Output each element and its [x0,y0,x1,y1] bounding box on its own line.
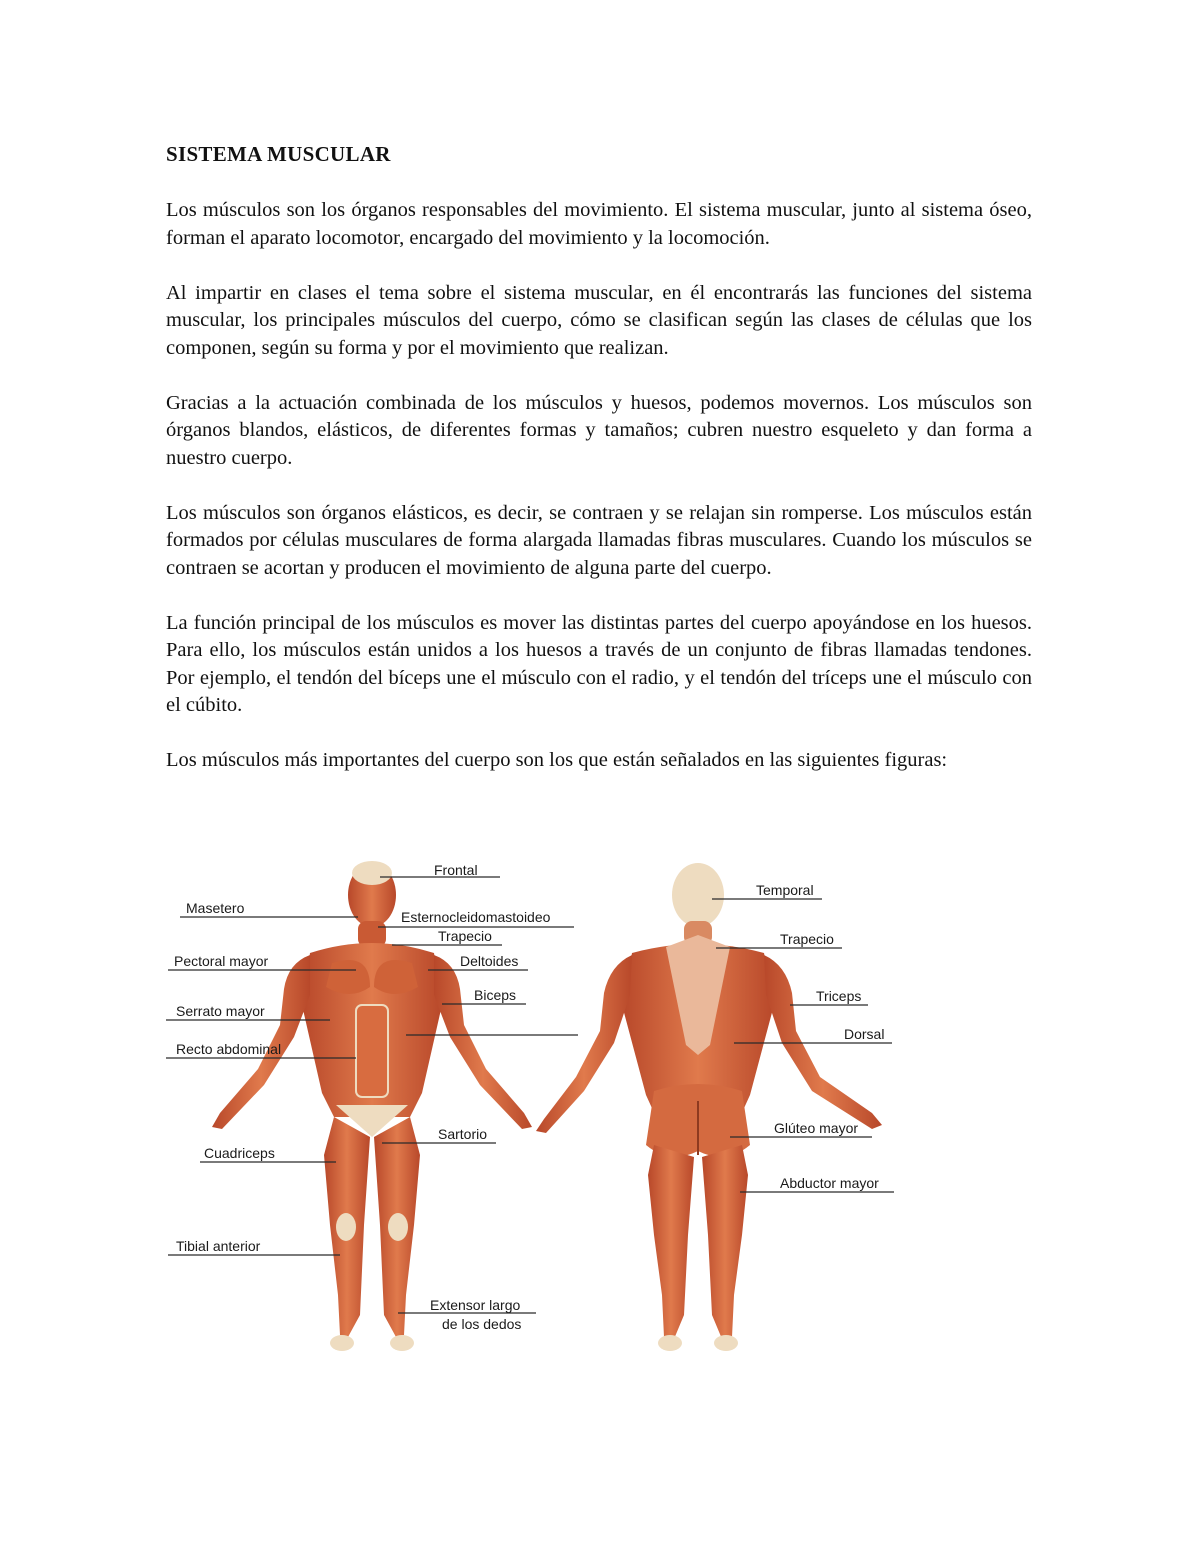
back-arm-left [536,955,632,1133]
back-foot-right [714,1335,738,1351]
paragraph-1: Los músculos son los órganos responsables del movimiento. El sistema muscular, junto al sistema óseo, forman el aparato locomotor, encargado del movimiento y la locomoción. [166,199,1032,249]
front-knee-left [336,1213,356,1241]
label-biceps: Biceps [474,987,517,1003]
paragraph-3: Gracias a la actuación combinada de los músculos y huesos, podemos movernos. Los músculos son órganos blandos, elásticos, de diferentes formas y tamaños; cubren nuestro esqueleto y dan forma a nuestro cuerpo. [166,391,1032,469]
back-foot-left [658,1335,682,1351]
label-masetero: Masetero [186,900,245,916]
label-extensor-largo-2: de los dedos [442,1316,522,1332]
label-cuadriceps: Cuadriceps [204,1145,275,1161]
label-recto-abdominal: Recto abdominal [176,1041,282,1057]
front-frontal-tendon [352,861,392,885]
label-frontal: Frontal [434,862,478,878]
back-leg-left [648,1145,694,1339]
front-knee-right [388,1213,408,1241]
label-sartorio: Sartorio [438,1126,488,1142]
paragraph-5: La función principal de los músculos es mover las distintas partes del cuerpo apoyándose en los huesos. Para ello, los músculos están unidos a los huesos a través de un conjunto de fibras llamadas tendones. Por ejemplo, el tendón del bíceps une el músculo con el radio, y el tendón del tríceps une el músculo con el cúbito. [166,611,1032,716]
label-dorsal: Dorsal [844,1026,885,1042]
front-foot-right [390,1335,414,1351]
label-trapecio-front: Trapecio [438,928,492,944]
label-esternocleidomastoideo: Esternocleidomastoideo [401,909,551,925]
label-extensor-largo-1: Extensor largo [430,1297,521,1313]
back-arm-right [764,955,885,1129]
muscle-anatomy-figure [160,855,920,1375]
back-leg-right [702,1145,748,1339]
back-head [672,863,724,927]
label-triceps: Triceps [816,988,862,1004]
front-foot-left [330,1335,354,1351]
paragraph-4: Los músculos son órganos elásticos, es decir, se contraen y se relajan sin romperse. Los músculos están formados por células musculares de forma alargada llamadas fibras musculares. Cuando los músculos se contraen se acortan y producen el movimiento de alguna parte del cuerpo. [166,501,1032,579]
document-title: SISTEMA MUSCULAR [166,142,391,166]
label-abductor-mayor: Abductor mayor [780,1175,879,1191]
front-abdomen [356,1005,388,1097]
anatomy-diagram [160,855,920,1375]
document-body [166,138,1032,802]
label-tibial-anterior: Tibial anterior [176,1238,261,1254]
label-pectoral-mayor: Pectoral mayor [174,953,269,969]
label-temporal: Temporal [756,882,814,898]
paragraph-2: Al impartir en clases el tema sobre el sistema muscular, en él encontrarás las funciones del sistema muscular, los principales músculos del cuerpo, cómo se clasifican según las clases de células que los componen, según su forma y por el movimiento que realizan. [166,281,1032,359]
label-gluteo-mayor: Glúteo mayor [774,1120,859,1136]
label-deltoides: Deltoides [460,953,519,969]
label-trapecio-back: Trapecio [780,931,834,947]
paragraph-6: Los músculos más importantes del cuerpo son los que están señalados en las siguientes figuras: [166,749,948,771]
front-arm-right [434,955,532,1129]
label-serrato-mayor: Serrato mayor [176,1003,265,1019]
